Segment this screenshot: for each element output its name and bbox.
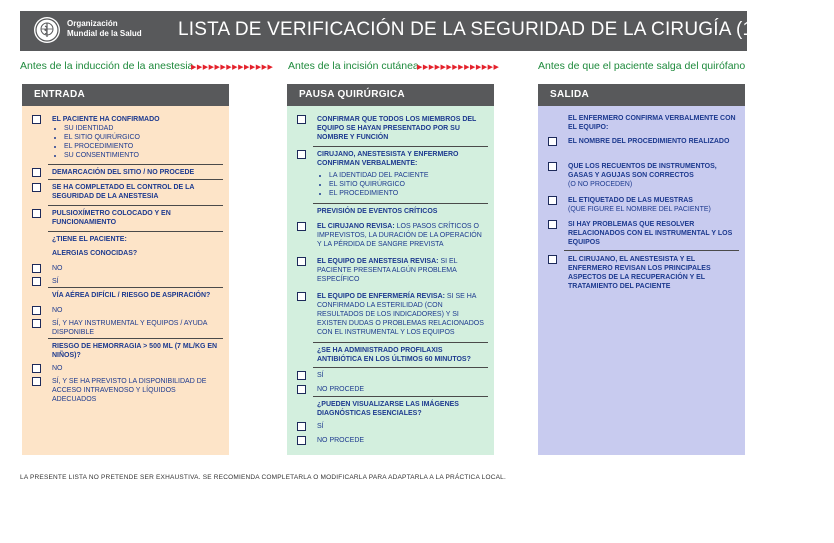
- option-label: SÍ: [317, 372, 324, 379]
- item-label: [52, 115, 221, 160]
- item-label: CONFIRMAR QUE TODOS LOS MIEMBROS DEL EQUIPO SE HAYAN PRESENTADO POR SU NOMBRE Y FUNCIÓN: [317, 116, 477, 141]
- item-label: PULSIOXÍMETRO COLOCADO Y EN FUNCIONAMIENTO: [52, 210, 171, 226]
- checkbox[interactable]: [297, 257, 306, 266]
- sub-list: [52, 124, 221, 160]
- divider: [564, 250, 739, 251]
- checkbox[interactable]: [32, 183, 41, 192]
- divider: [313, 342, 488, 343]
- option-label: NO PROCEDE: [317, 386, 365, 393]
- pausa-header: PAUSA QUIRÚRGICA: [287, 84, 494, 106]
- salida-header: SALIDA: [538, 84, 745, 106]
- item-text: SI EL PACIENTE PRESENTA ALGÚN PROBLEMA ESPECÍFICO: [317, 258, 458, 283]
- divider: [313, 396, 488, 397]
- entrada-column: [22, 84, 229, 455]
- sub-item: • EL SITIO QUIRÚRGICO: [329, 180, 486, 189]
- item-label: SE HA COMPLETADO EL CONTROL DE LA SEGURIDAD DE LA ANESTESIA: [52, 184, 195, 200]
- phase-3-label: Antes de que el paciente salga del quirófano: [538, 60, 746, 72]
- item-text: QUE LOS RECUENTOS DE INSTRUMENTOS, GASAS Y AGUJAS SON CORRECTOS: [568, 163, 717, 179]
- arrow-icon: ▶▶▶▶▶▶▶▶▶▶▶▶▶▶: [191, 64, 274, 71]
- item-label: [317, 150, 486, 198]
- question-text: ALERGIAS CONOCIDAS?: [52, 250, 138, 257]
- divider: [48, 205, 223, 206]
- intro-text: EL ENFERMERO CONFIRMA VERBALMENTE CON EL EQUIPO:: [568, 115, 736, 131]
- item-label: EL NOMBRE DEL PROCEDIMIENTO REALIZADO: [568, 138, 730, 145]
- sub-item: • SU CONSENTIMIENTO: [64, 151, 221, 160]
- item-note: (O NO PROCEDEN): [568, 181, 633, 188]
- item-label: [317, 292, 486, 337]
- option-label: NO: [52, 365, 63, 372]
- item-text: EL PACIENTE HA CONFIRMADO: [52, 116, 160, 123]
- question-text: ¿SE HA ADMINISTRADO PROFILAXIS ANTIBIÓTICA EN LOS ÚLTIMOS 60 MINUTOS?: [317, 347, 471, 363]
- option-label: NO PROCEDE: [317, 437, 365, 444]
- checkbox[interactable]: [32, 364, 41, 373]
- checkbox[interactable]: [32, 277, 41, 286]
- checkbox[interactable]: [32, 377, 41, 386]
- item-note: (QUE FIGURE EL NOMBRE DEL PACIENTE): [568, 206, 711, 213]
- sub-item: • SU IDENTIDAD: [64, 124, 221, 133]
- checkbox[interactable]: [297, 436, 306, 445]
- question-text: ¿PUEDEN VISUALIZARSE LAS IMÁGENES DIAGNÓSTICAS ESENCIALES?: [317, 401, 459, 417]
- checkbox[interactable]: [297, 150, 306, 159]
- checkbox[interactable]: [297, 292, 306, 301]
- checkbox[interactable]: [32, 168, 41, 177]
- checkbox[interactable]: [297, 371, 306, 380]
- checkbox[interactable]: [297, 422, 306, 431]
- sub-item: • LA IDENTIDAD DEL PACIENTE: [329, 171, 486, 180]
- sub-item: • EL SITIO QUIRÚRGICO: [64, 133, 221, 142]
- question-text: VÍA AÉREA DIFÍCIL / RIESGO DE ASPIRACIÓN?: [52, 292, 211, 299]
- pausa-column: [287, 84, 494, 455]
- option-label: NO: [52, 307, 63, 314]
- org-name: [67, 19, 142, 39]
- divider: [48, 164, 223, 165]
- item-text: CIRUJANO, ANESTESISTA Y ENFERMERO CONFIRMAN VERBALMENTE:: [317, 151, 459, 167]
- checkbox[interactable]: [32, 209, 41, 218]
- footer-note: LA PRESENTE LISTA NO PRETENDE SER EXHAUSTIVA. SE RECOMIENDA COMPLETARLA O MODIFICARLA PARA ADAPTARLA A LA PRÁCTICA LOCAL.: [20, 474, 506, 481]
- checkbox[interactable]: [297, 385, 306, 394]
- checkbox[interactable]: [548, 162, 557, 171]
- item-text: SI SE HA CONFIRMADO LA ESTERILIDAD (CON RESULTADOS DE LOS INDICADORES) Y SI EXISTEN DUDAS O PROBLEMAS RELACIONADOS CON EL INSTRUMENTAL Y LOS EQUIPOS: [317, 293, 484, 336]
- divider: [48, 231, 223, 232]
- entrada-body: [22, 106, 229, 455]
- phase-1-label: Antes de la inducción de la anestesia: [20, 60, 194, 72]
- checkbox[interactable]: [32, 306, 41, 315]
- checkbox[interactable]: [32, 115, 41, 124]
- item-lead: EL EQUIPO DE ANESTESIA REVISA:: [317, 258, 439, 265]
- divider: [313, 203, 488, 204]
- item-text: EL ETIQUETADO DE LAS MUESTRAS: [568, 197, 693, 204]
- page-title: LISTA DE VERIFICACIÓN DE LA SEGURIDAD DE LA CIRUGÍA (1ª edición): [178, 19, 834, 40]
- item-label: DEMARCACIÓN DEL SITIO / NO PROCEDE: [52, 169, 195, 176]
- item-label: [568, 162, 737, 189]
- item-text: LOS PASOS CRÍTICOS O IMPREVISTOS, LA DURACIÓN DE LA OPERACIÓN Y LA PÉRDIDA DE SANGRE PREVISTA: [317, 223, 482, 248]
- entrada-header: ENTRADA: [22, 84, 229, 106]
- who-logo-icon: [34, 17, 60, 43]
- divider: [313, 367, 488, 368]
- checkbox[interactable]: [548, 220, 557, 229]
- pausa-body: [287, 106, 494, 455]
- salida-body: [538, 106, 745, 455]
- checkbox[interactable]: [32, 264, 41, 273]
- phase-2-label: Antes de la incisión cutánea: [288, 60, 419, 72]
- divider: [48, 179, 223, 180]
- item-lead: EL EQUIPO DE ENFERMERÍA REVISA:: [317, 293, 445, 300]
- divider: [48, 338, 223, 339]
- option-label: NO: [52, 265, 63, 272]
- section-title-text: PREVISIÓN DE EVENTOS CRÍTICOS: [317, 208, 438, 215]
- item-label: EL CIRUJANO, EL ANESTESISTA Y EL ENFERMERO REVISAN LOS PRINCIPALES ASPECTOS DE LA RECUPERACIÓN Y EL TRATAMIENTO DEL PACIENTE: [568, 256, 711, 290]
- option-label: SÍ, Y SE HA PREVISTO LA DISPONIBILIDAD DE ACCESO INTRAVENOSO Y LÍQUIDOS ADECUADOS: [52, 378, 207, 403]
- phase-bar: [20, 60, 750, 74]
- org-line-2: Mundial de la Salud: [67, 29, 142, 38]
- sub-item: • EL PROCEDIMIENTO: [329, 189, 486, 198]
- checkbox[interactable]: [548, 196, 557, 205]
- option-label: SÍ, Y HAY INSTRUMENTAL Y EQUIPOS / AYUDA DISPONIBLE: [52, 320, 208, 336]
- arrow-icon: ▶▶▶▶▶▶▶▶▶▶▶▶▶▶: [417, 64, 500, 71]
- item-label: [568, 196, 737, 214]
- sub-list: [317, 171, 486, 198]
- checkbox[interactable]: [548, 137, 557, 146]
- checkbox[interactable]: [32, 319, 41, 328]
- item-label: [317, 222, 486, 249]
- checkbox[interactable]: [297, 222, 306, 231]
- checkbox[interactable]: [297, 115, 306, 124]
- item-lead: EL CIRUJANO REVISA:: [317, 223, 395, 230]
- question-text: ¿TIENE EL PACIENTE:: [52, 236, 127, 243]
- divider: [313, 146, 488, 147]
- divider: [48, 287, 223, 288]
- salida-column: [538, 84, 745, 455]
- page-header: [20, 11, 834, 51]
- sub-item: • EL PROCEDIMIENTO: [64, 142, 221, 151]
- question-text: RIESGO DE HEMORRAGIA > 500 ML (7 ML/KG EN NIÑOS)?: [52, 343, 218, 359]
- checkbox[interactable]: [548, 255, 557, 264]
- item-label: [317, 257, 486, 284]
- item-label: SI HAY PROBLEMAS QUE RESOLVER RELACIONADOS CON EL INSTRUMENTAL Y LOS EQUIPOS: [568, 221, 733, 246]
- org-line-1: Organización: [67, 19, 118, 28]
- option-label: SÍ: [317, 423, 324, 430]
- option-label: SÍ: [52, 278, 59, 285]
